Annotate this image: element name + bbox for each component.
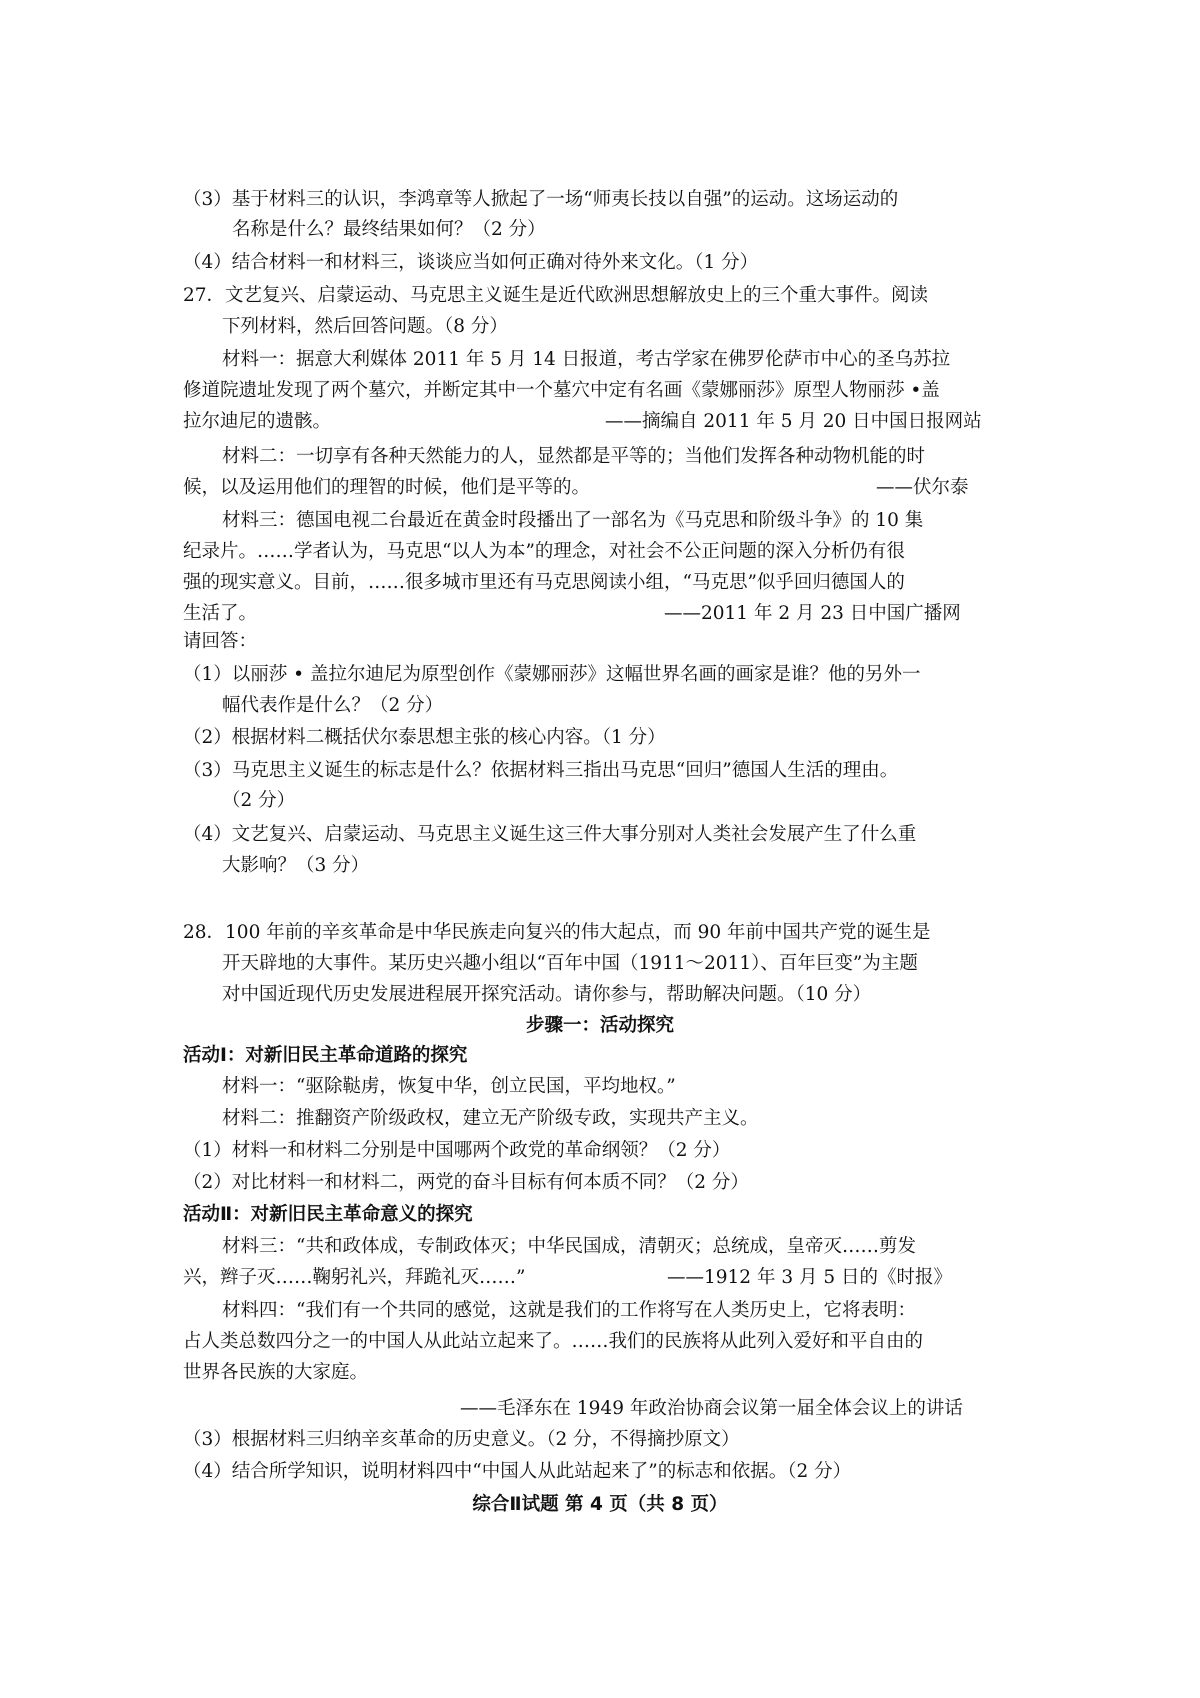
q27-sub4-line2: 大影响？（3 分） bbox=[222, 855, 370, 876]
q27-sub1-line2: 幅代表作是什么？（2 分） bbox=[222, 695, 444, 716]
q28-stem-line3: 对中国近现代历史发展进程展开探究活动。请你参与，帮助解决问题。（10 分） bbox=[222, 984, 872, 1005]
q27-material3-source: ——2011 年 2 月 23 日中国广播网 bbox=[664, 603, 961, 624]
activity1-heading: 活动Ⅰ：对新旧民主革命道路的探究 bbox=[183, 1045, 468, 1066]
q27-sub3-line1: （3）马克思主义诞生的标志是什么？依据材料三指出马克思“回归”德国人生活的理由。 bbox=[183, 760, 899, 781]
q27-material3-line3: 强的现实意义。目前，……很多城市里还有马克思阅读小组，“马克思”似乎回归德国人的 bbox=[183, 572, 905, 593]
q27-material3-line1: 材料三：德国电视二台最近在黄金时段播出了一部名为《马克思和阶级斗争》的 10 集 bbox=[222, 510, 924, 531]
q28-stem-line2: 开天辟地的大事件。某历史兴趣小组以“百年中国（1911～2011）、百年巨变”为主题 bbox=[222, 953, 918, 974]
q28-material4-source: ——毛泽东在 1949 年政治协商会议第一届全体会议上的讲话 bbox=[460, 1398, 963, 1419]
q27-sub4-line1: （4）文艺复兴、启蒙运动、马克思主义诞生这三件大事分别对人类社会发展产生了什么重 bbox=[183, 824, 917, 845]
q28-sub4: （4）结合所学知识，说明材料四中“中国人从此站起来了”的标志和依据。（2 分） bbox=[183, 1461, 852, 1482]
q28-material4-line2: 占人类总数四分之一的中国人从此站立起来了。……我们的民族将从此列入爱好和平自由的 bbox=[183, 1331, 924, 1352]
q27-material3-line4: 生活了。 bbox=[183, 603, 258, 624]
q27-stem-line2: 下列材料，然后回答问题。（8 分） bbox=[222, 316, 508, 337]
q28-sub1: （1）材料一和材料二分别是中国哪两个政党的革命纲领？（2 分） bbox=[183, 1140, 731, 1161]
q27-material1-source: ——摘编自 2011 年 5 月 20 日中国日报网站 bbox=[605, 411, 982, 432]
q27-stem-line1: 27．文艺复兴、启蒙运动、马克思主义诞生是近代欧洲思想解放史上的三个重大事件。阅读 bbox=[183, 285, 929, 306]
q28-material3-source: ——1912 年 3 月 5 日的《时报》 bbox=[667, 1267, 953, 1288]
q27-material3-line2: 纪录片。……学者认为，马克思“以人为本”的理念，对社会不公正问题的深入分析仍有很 bbox=[183, 541, 905, 562]
page-footer: 综合Ⅱ试题 第 4 页（共 8 页） bbox=[472, 1494, 728, 1515]
q28-material4-line1: 材料四：“我们有一个共同的感觉，这就是我们的工作将写在人类历史上，它将表明： bbox=[222, 1300, 916, 1321]
q28-sub2: （2）对比材料一和材料二，两党的奋斗目标有何本质不同？（2 分） bbox=[183, 1172, 749, 1193]
q27-ask: 请回答： bbox=[183, 631, 258, 652]
q28-material2: 材料二：推翻资产阶级政权，建立无产阶级专政，实现共产主义。 bbox=[222, 1108, 759, 1129]
q27-material1-line1: 材料一：据意大利媒体 2011 年 5 月 14 日报道，考古学家在佛罗伦萨市中心的圣乌苏拉 bbox=[222, 349, 951, 370]
q27-sub3-line2: （2 分） bbox=[222, 790, 296, 811]
step1-heading: 步骤一：活动探究 bbox=[525, 1015, 674, 1036]
q28-stem-line1: 28．100 年前的辛亥革命是中华民族走向复兴的伟大起点，而 90 年前中国共产党的诞生是 bbox=[183, 922, 931, 943]
q26-sub4: （4）结合材料一和材料三，谈谈应当如何正确对待外来文化。（1 分） bbox=[183, 252, 759, 273]
q28-material3-line2: 兴，辫子灭……鞠躬礼兴，拜跪礼灭……” bbox=[183, 1267, 526, 1288]
q27-sub2: （2）根据材料二概括伏尔泰思想主张的核心内容。（1 分） bbox=[183, 727, 666, 748]
q26-sub3-line2: 名称是什么？最终结果如何？（2 分） bbox=[232, 219, 546, 240]
q27-sub1-line1: （1）以丽莎 • 盖拉尔迪尼为原型创作《蒙娜丽莎》这幅世界名画的画家是谁？他的另外一 bbox=[183, 664, 921, 685]
q28-material4-line3: 世界各民族的大家庭。 bbox=[183, 1362, 369, 1383]
q27-material1-line3: 拉尔迪尼的遗骸。 bbox=[183, 411, 332, 432]
q28-sub3: （3）根据材料三归纳辛亥革命的历史意义。（2 分，不得摘抄原文） bbox=[183, 1429, 740, 1450]
q28-material3-line1: 材料三：“共和政体成，专制政体灭；中华民国成，清朝灭；总统成，皇帝灭……剪发 bbox=[222, 1236, 916, 1257]
activity2-heading: 活动Ⅱ：对新旧民主革命意义的探究 bbox=[183, 1204, 473, 1225]
q28-material1: 材料一：“驱除鞑虏，恢复中华，创立民国，平均地权。” bbox=[222, 1076, 676, 1097]
q27-material2-line1: 材料二：一切享有各种天然能力的人，显然都是平等的；当他们发挥各种动物机能的时 bbox=[222, 446, 926, 467]
q27-material1-line2: 修道院遗址发现了两个墓穴，并断定其中一个墓穴中定有名画《蒙娜丽莎》原型人物丽莎 •盖 bbox=[183, 380, 940, 401]
q27-material2-source: ——伏尔泰 bbox=[876, 477, 969, 498]
q26-sub3-line1: （3）基于材料三的认识，李鸿章等人掀起了一场“师夷长技以自强”的运动。这场运动的 bbox=[183, 189, 899, 210]
q27-material2-line2: 候，以及运用他们的理智的时候，他们是平等的。 bbox=[183, 477, 591, 498]
